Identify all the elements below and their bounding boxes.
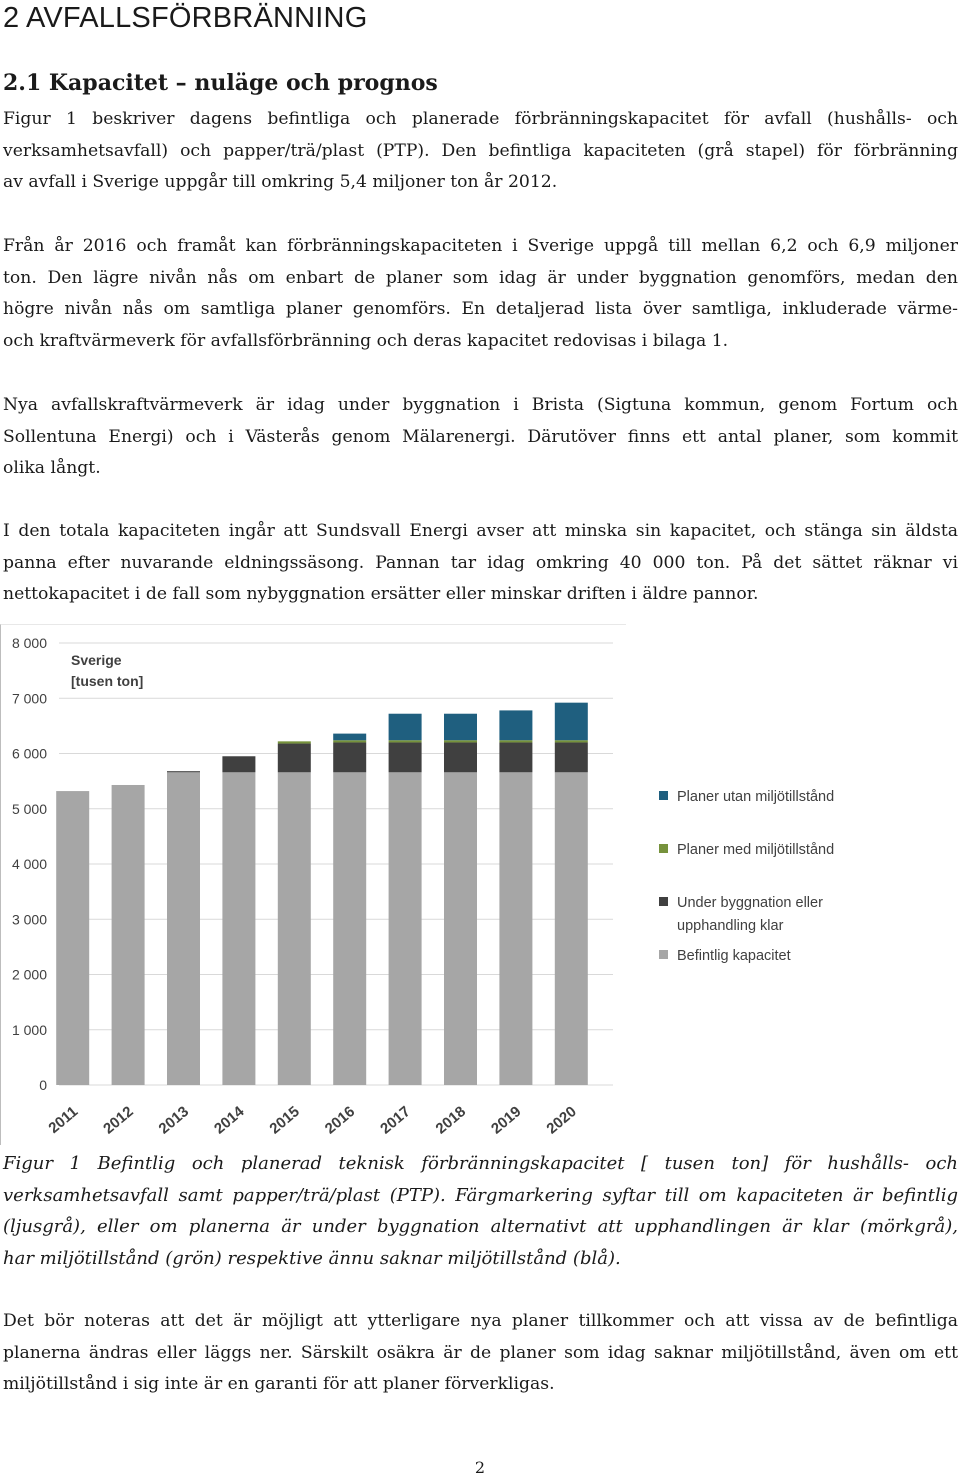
bar-segment (333, 772, 366, 1085)
legend-label: Under byggnation eller (677, 895, 823, 911)
caption-line: verksamhetsavfall samt papper/trä/plast (PTP). Färgmarkering syftar till om kapaciteten är befintlig (3, 1184, 958, 1206)
y-tick-label: 1 000 (11, 1021, 47, 1038)
bar-segment (555, 703, 588, 741)
x-tick-label: 2012 (100, 1103, 137, 1138)
caption-line: (ljusgrå), eller om planerna är under byggnation alternativt att upphandlingen är klar (mörkgrå), (3, 1216, 958, 1237)
bar-segment (56, 791, 89, 1085)
paragraph-line: olika långt. (3, 458, 101, 478)
x-tick-label: 2011 (45, 1103, 82, 1137)
bar-segment (499, 772, 532, 1085)
bar-segment (222, 772, 255, 1085)
legend-swatch (659, 791, 668, 800)
y-tick-label: 5 000 (11, 800, 47, 817)
legend-swatch (659, 950, 668, 959)
paragraph-line: I den totala kapaciteten ingår att Sundsvall Energi avser att minska sin kapacitet, och stänga sin äldsta (3, 521, 958, 541)
bar-segment (499, 710, 532, 740)
bar-segment (167, 772, 200, 1085)
bar-segment (167, 771, 200, 772)
bar-segment (389, 742, 422, 772)
paragraph-4 (3, 516, 958, 611)
caption-line: har miljötillstånd (grön) respektive ännu saknar miljötillstånd (blå). (3, 1247, 621, 1269)
paragraph-line: Från år 2016 och framåt kan förbränningskapaciteten i Sverige uppgå till mellan 6,2 och 6,9 miljoner (3, 236, 958, 256)
x-tick-label: 2016 (321, 1103, 359, 1138)
y-tick-label: 2 000 (11, 966, 47, 983)
x-tick-label: 2015 (266, 1103, 303, 1138)
y-tick-label: 0 (39, 1077, 47, 1093)
caption-line: Figur 1 Befintlig och planerad teknisk förbränningskapacitet [ tusen ton] för hushålls- och (3, 1153, 958, 1174)
paragraph-line: Nya avfallskraftvärmeverk är idag under byggnation i Brista (Sigtuna kommun, genom Fortum och (3, 395, 958, 415)
bar-segment (555, 742, 588, 772)
legend-label: Planer med miljötillstånd (677, 842, 835, 858)
bar-segment (444, 742, 477, 772)
x-tick-label: 2020 (543, 1103, 580, 1138)
section-heading: 2.1 Kapacitet – nuläge och prognos (3, 70, 438, 96)
paragraph-1 (3, 104, 958, 199)
bar-segment (278, 772, 311, 1085)
legend-label: Planer utan miljötillstånd (677, 789, 835, 805)
capacity-chart-svg (1, 625, 835, 1145)
y-tick-label: 4 000 (11, 856, 47, 872)
page-heading: 2 AVFALLSFÖRBRÄNNING (3, 2, 368, 34)
y-tick-label: 7 000 (11, 690, 47, 707)
bar-segment (333, 734, 366, 741)
paragraph-5 (3, 1306, 958, 1401)
bar-segment (333, 742, 366, 772)
legend-swatch (659, 844, 668, 853)
paragraph-line: Figur 1 beskriver dagens befintliga och planerade förbränningskapacitet för avfall (hushålls- och (3, 109, 958, 129)
bar-segment (444, 772, 477, 1085)
x-tick-label: 2019 (487, 1103, 525, 1138)
y-tick-label: 3 000 (11, 911, 47, 928)
bar-segment (389, 714, 422, 741)
legend-label: upphandling klar (677, 918, 784, 934)
chart-title: [tusen ton] (71, 673, 144, 689)
paragraph-line: Sollentuna Energi) och i Västerås genom Mälarenergi. Därutöver finns ett antal planer, som kommit (3, 426, 958, 447)
y-tick-label: 6 000 (11, 745, 47, 762)
legend-swatch (659, 897, 668, 906)
x-tick-label: 2017 (377, 1103, 414, 1138)
bar-segment (499, 740, 532, 742)
x-tick-label: 2018 (432, 1103, 470, 1138)
paragraph-line: miljötillstånd i sig inte är en garanti för att planer förverkligas. (3, 1374, 555, 1394)
paragraph-2 (3, 231, 958, 357)
capacity-chart (0, 624, 835, 1145)
x-tick-label: 2014 (210, 1103, 248, 1138)
paragraph-line: Det bör noteras att det är möjligt att ytterligare nya planer tillkommer och att vissa av de befintliga (3, 1311, 958, 1331)
bar-segment (444, 714, 477, 741)
paragraph-line: panna efter nuvarande eldningssäsong. Pannan tar idag omkring 40 000 ton. På det sättet räknar vi (3, 552, 958, 573)
bar-segment (499, 742, 532, 772)
paragraph-3 (3, 390, 958, 485)
paragraph-line: av avfall i Sverige uppgår till omkring 5,4 miljoner ton år 2012. (3, 172, 558, 192)
bar-segment (278, 741, 311, 743)
bar-segment (389, 772, 422, 1085)
bar-segment (555, 740, 588, 742)
bar-segment (112, 785, 145, 1085)
bar-segment (555, 772, 588, 1085)
bar-segment (444, 740, 477, 742)
bar-segment (222, 756, 255, 772)
paragraph-line: högre nivån nås om samtliga planer genomförs. En detaljerad lista över samtliga, inkluderade värme- (3, 299, 958, 319)
paragraph-line: verksamhetsavfall) och papper/trä/plast (PTP). Den befintliga kapaciteten (grå stapel) för förbränning (3, 140, 958, 161)
x-tick-label: 2013 (155, 1103, 193, 1138)
paragraph-line: planerna ändras eller läggs ner. Särskilt osäkra är de planer som idag saknar miljötillstånd, även om ett (3, 1342, 958, 1363)
chart-title: Sverige (71, 652, 122, 668)
paragraph-line: nettokapacitet i de fall som nybyggnation ersätter eller minskar driften i äldre pannor. (3, 584, 759, 604)
bar-segment (389, 740, 422, 742)
bar-segment (333, 740, 366, 742)
paragraph-line: och kraftvärmeverk för avfallsförbränning och deras kapacitet redovisas i bilaga 1. (3, 330, 729, 351)
y-tick-label: 8 000 (11, 635, 47, 651)
legend-label: Befintlig kapacitet (677, 948, 791, 964)
paragraph-line: ton. Den lägre nivån nås om enbart de planer som idag är under byggnation genomförs, medan den (3, 267, 958, 288)
page-number: 2 (474, 1458, 486, 1477)
figure-caption (3, 1148, 958, 1274)
bar-segment (278, 744, 311, 773)
